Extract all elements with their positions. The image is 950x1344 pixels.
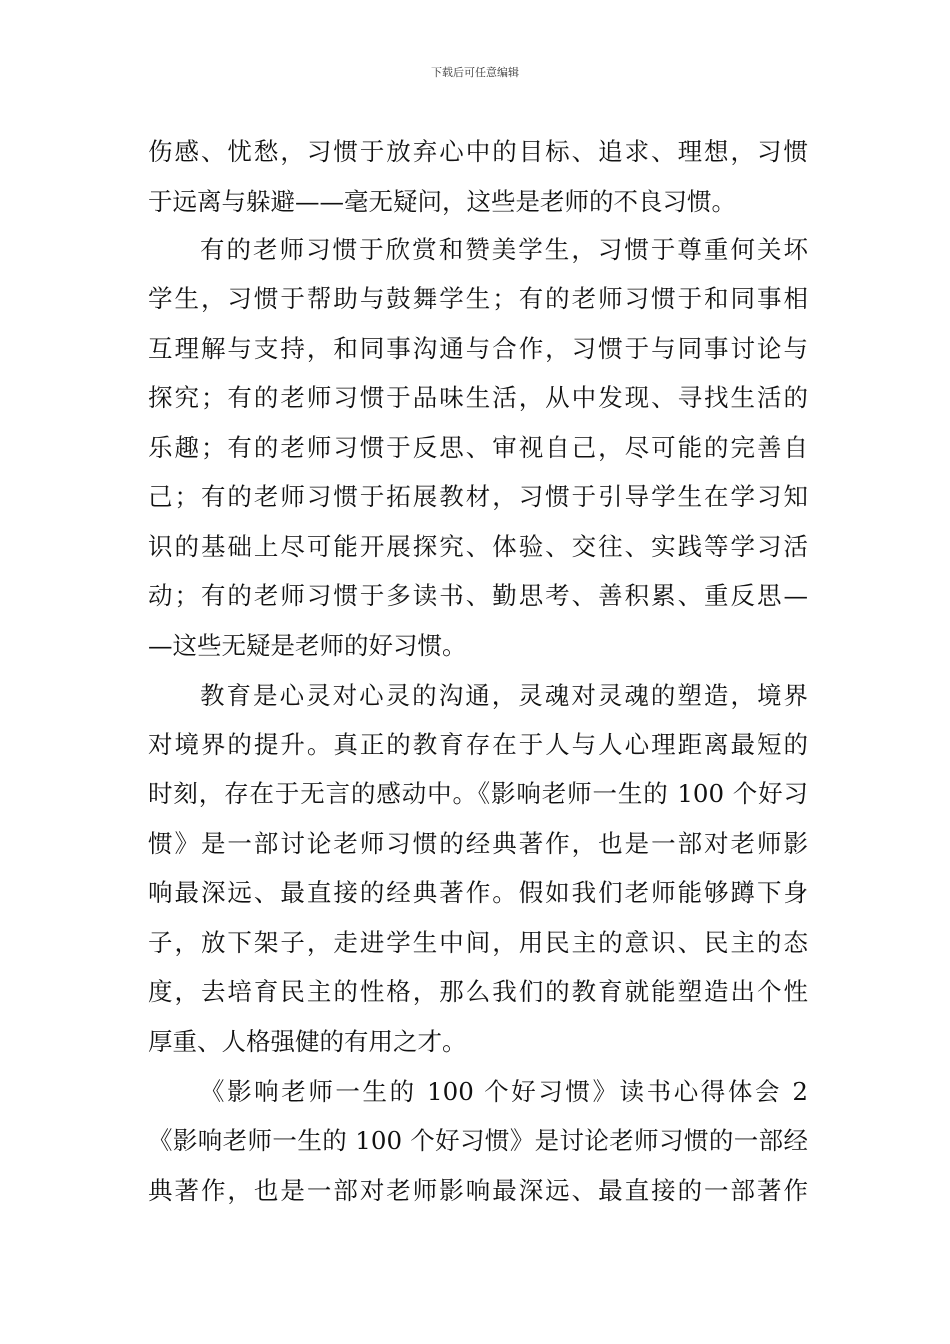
text-line: 学生，习惯于帮助与鼓舞学生；有的老师习惯于和同事相: [148, 284, 808, 313]
text-line: —这些无疑是老师的好习惯。: [148, 631, 467, 660]
text-line: 乐趣；有的老师习惯于反思、审视自己，尽可能的完善自: [148, 433, 808, 462]
text-line: 探究；有的老师习惯于品味生活，从中发现、寻找生活的: [148, 383, 808, 412]
text-line: 子，放下架子，走进学生中间，用民主的意识、民主的态: [148, 928, 808, 957]
text-line: 厚重、人格强健的有用之才。: [148, 1027, 467, 1056]
text-line: 惯》是一部讨论老师习惯的经典著作，也是一部对老师影: [148, 829, 808, 858]
page-header: 下载后可任意编辑: [431, 66, 519, 79]
text-line: 伤感、忧愁，习惯于放弃心中的目标、追求、理想，习惯: [148, 137, 808, 166]
text-line: 《影响老师一生的 100 个好习惯》是讨论老师习惯的一部经: [148, 1126, 808, 1155]
text-line: 于远离与躲避——毫无疑问，这些是老师的不良习惯。: [148, 187, 736, 216]
text-line: 识的基础上尽可能开展探究、体验、交往、实践等学习活: [148, 532, 808, 561]
text-line: 时刻，存在于无言的感动中。《影响老师一生的 100 个好习: [148, 779, 808, 808]
text-line: 教育是心灵对心灵的沟通，灵魂对灵魂的塑造，境界: [200, 681, 808, 710]
text-line: 响最深远、最直接的经典著作。假如我们老师能够蹲下身: [148, 878, 808, 907]
text-line: 己；有的老师习惯于拓展教材，习惯于引导学生在学习知: [148, 482, 808, 511]
text-line: 度，去培育民主的性格，那么我们的教育就能塑造出个性: [148, 977, 808, 1006]
text-line: 有的老师习惯于欣赏和赞美学生，习惯于尊重何关坏: [200, 235, 808, 264]
text-line: 互理解与支持，和同事沟通与合作，习惯于与同事讨论与: [148, 334, 808, 363]
text-line: 对境界的提升。真正的教育存在于人与人心理距离最短的: [148, 730, 808, 759]
text-line: 动；有的老师习惯于多读书、勤思考、善积累、重反思—: [148, 581, 808, 610]
section-title: 《影响老师一生的 100 个好习惯》读书心得体会 2: [200, 1077, 808, 1106]
text-line: 典著作，也是一部对老师影响最深远、最直接的一部著作: [148, 1176, 808, 1205]
